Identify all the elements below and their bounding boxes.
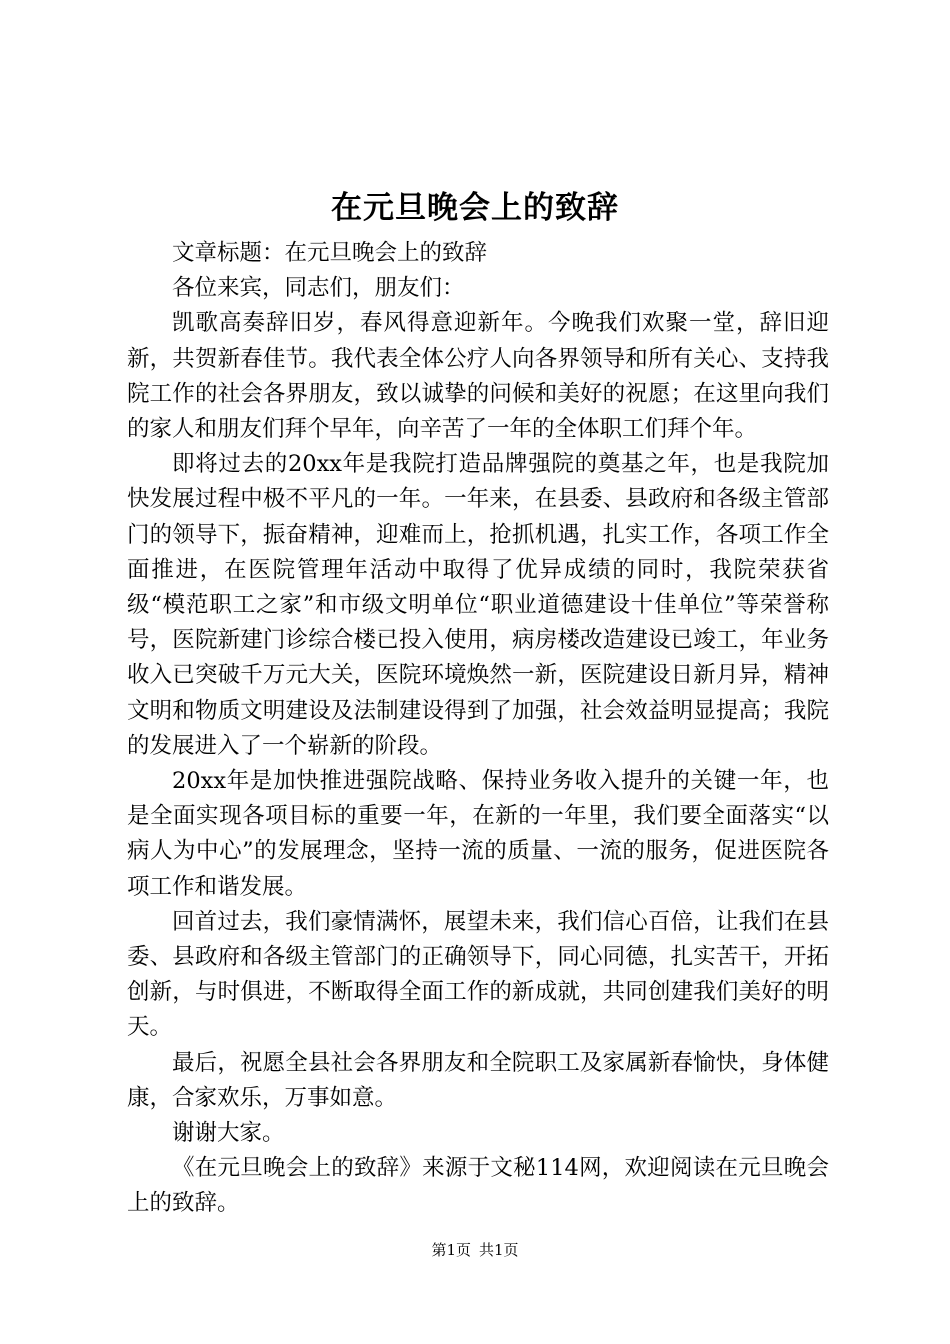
document-title: 在元旦晚会上的致辞 (331, 190, 619, 226)
paragraph-source: 《在元旦晚会上的致辞》来源于文秘114网，欢迎阅读在元旦晚会上的致辞。 (127, 1155, 829, 1217)
paragraph-plan: 20xx年是加快推进强院战略、保持业务收入提升的关键一年，也是全面实现各项目标的重要一年，在新的一年里，我们要全面落实“以病人为中心”的发展理念，坚持一流的质量、一流的服务，促进医院各项工作和谐发展。 (127, 768, 829, 900)
paragraph-outlook: 回首过去，我们豪情满怀，展望未来，我们信心百倍，让我们在县委、县政府和各级主管部门的正确领导下，同心同德，扎实苦干，开拓创新，与时俱进，不断取得全面工作的新成就，共同创建我们美好的明天。 (127, 908, 829, 1041)
document-body (127, 236, 829, 1222)
paragraph-thanks: 谢谢大家。 (172, 1120, 285, 1147)
paragraph-wishes: 最后，祝愿全县社会各界朋友和全院职工及家属新春愉快，身体健康，合家欢乐，万事如意。 (127, 1049, 829, 1111)
paragraph-review: 即将过去的20xx年是我院打造品牌强院的奠基之年，也是我院加快发展过程中极不平凡的一年。一年来，在县委、县政府和各级主管部门的领导下，振奋精神，迎难而上，抢抓机遇，扎实工作，各项工作全面推进，在医院管理年活动中取得了优异成绩的同时，我院荣获省级“模范职工之家”和市级文明单位“职业道德建设十佳单位”等荣誉称号，医院新建门诊综合楼已投入使用，病房楼改造建设已竣工，年业务收入已突破千万元大关，医院环境焕然一新，医院建设日新月异，精神文明和物质文明建设及法制建设得到了加强，社会效益明显提高；我院的发展进入了一个崭新的阶段。 (127, 451, 829, 759)
page-footer (0, 1238, 950, 1262)
page-number: 第1页 (431, 1241, 471, 1259)
page-total: 共1页 (479, 1241, 519, 1259)
paragraph-greeting: 凯歌高奏辞旧岁，春风得意迎新年。今晚我们欢聚一堂，辞旧迎新，共贺新春佳节。我代表全体公疗人向各界领导和所有关心、支持我院工作的社会各界朋友，致以诚挚的问候和美好的祝愿；在这里向我们的家人和朋友们拜个早年，向辛苦了一年的全体职工们拜个年。 (127, 310, 829, 443)
paragraph-article-title: 文章标题：在元旦晚会上的致辞 (172, 240, 488, 266)
paragraph-salutation: 各位来宾，同志们，朋友们： (172, 275, 465, 302)
